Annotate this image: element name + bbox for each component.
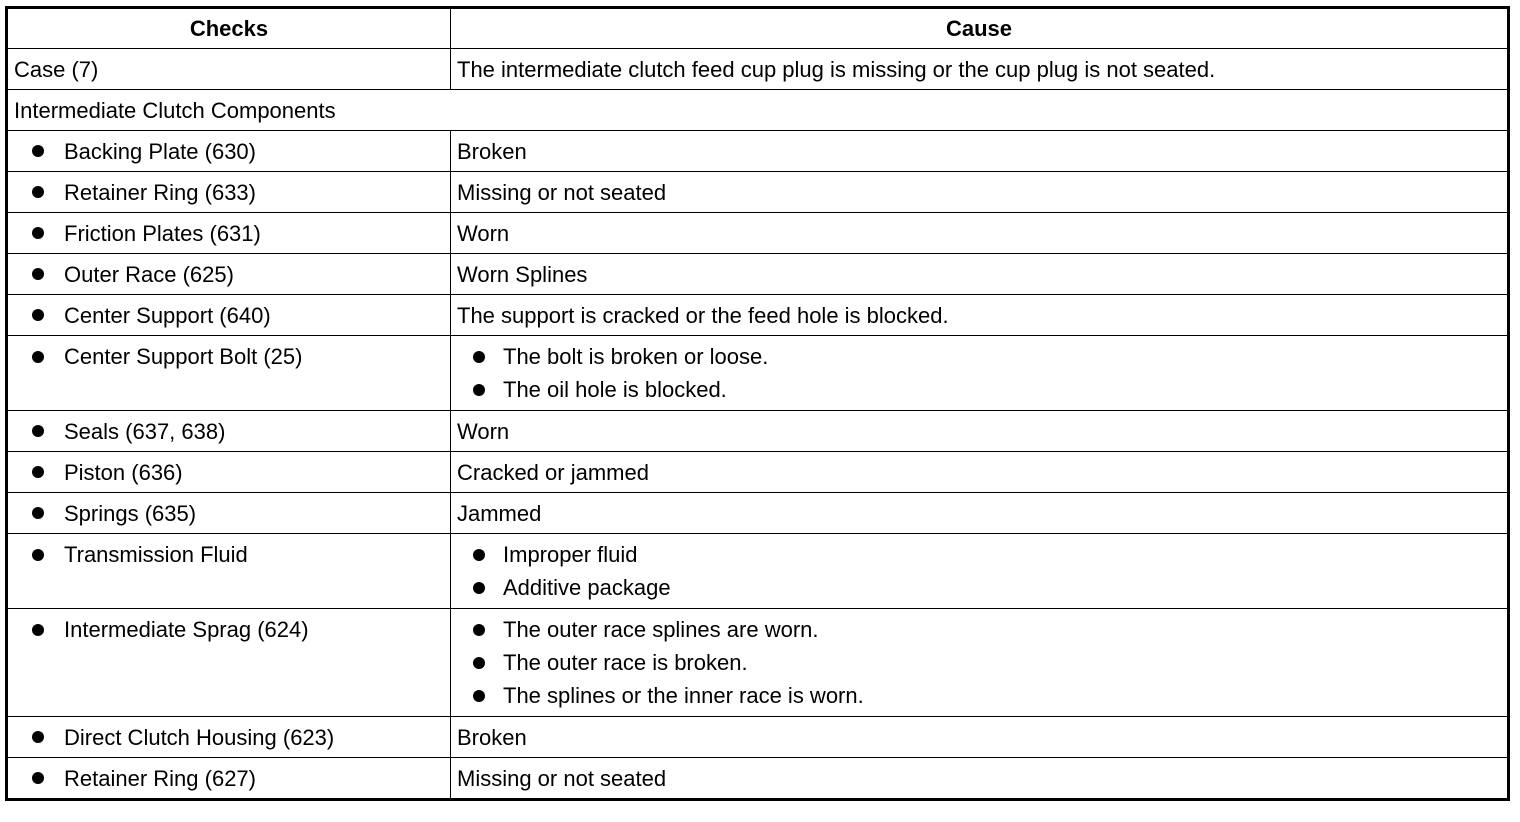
cause-list (457, 613, 1501, 712)
cause-cell: Broken (451, 717, 1509, 758)
table-row (7, 336, 1509, 411)
section-row (7, 90, 1509, 131)
bullet-icon (32, 624, 44, 636)
cause-text: The splines or the inner race is worn. (503, 683, 864, 708)
check-label: Center Support Bolt (25) (64, 344, 303, 369)
cause-cell: Cracked or jammed (451, 452, 1509, 493)
bullet-icon (473, 690, 485, 702)
check-cell (7, 131, 451, 172)
list-item (457, 571, 1501, 604)
cause-cell (451, 609, 1509, 717)
cause-text: Improper fluid (503, 542, 638, 567)
bullet-icon (32, 772, 44, 784)
bullet-icon (32, 507, 44, 519)
cause-text: The outer race splines are worn. (503, 617, 819, 642)
list-item (457, 373, 1501, 406)
check-cell (7, 295, 451, 336)
cause-text: The oil hole is blocked. (503, 377, 727, 402)
bullet-icon (473, 582, 485, 594)
check-label: Direct Clutch Housing (623) (64, 724, 335, 750)
table-row (7, 254, 1509, 295)
bullet-icon (32, 227, 44, 239)
diagnostic-table (5, 6, 1510, 801)
bullet-icon (32, 145, 44, 157)
section-title: Intermediate Clutch Components (7, 90, 1509, 131)
bullet-icon (32, 309, 44, 321)
bullet-icon (473, 384, 485, 396)
bullet-icon (32, 731, 44, 743)
check-label: Backing Plate (630) (64, 138, 256, 164)
table-row (7, 493, 1509, 534)
check-label: Piston (636) (64, 459, 183, 485)
cause-cell: Worn Splines (451, 254, 1509, 295)
cause-cell: The support is cracked or the feed hole is blocked. (451, 295, 1509, 336)
header-checks: Checks (7, 8, 451, 49)
check-cell (7, 609, 451, 717)
bullet-icon (32, 425, 44, 437)
check-cell (7, 254, 451, 295)
check-label: Outer Race (625) (64, 261, 234, 287)
table-row (7, 717, 1509, 758)
header-row (7, 8, 1509, 49)
check-cell (7, 758, 451, 800)
check-label: Intermediate Sprag (624) (64, 617, 309, 642)
table-row (7, 172, 1509, 213)
table-row (7, 758, 1509, 800)
cause-text: Additive package (503, 575, 671, 600)
cause-cell: Worn (451, 411, 1509, 452)
check-cell (7, 717, 451, 758)
list-item (457, 340, 1501, 373)
case-check: Case (7) (7, 49, 451, 90)
cause-cell (451, 336, 1509, 411)
check-cell (7, 336, 451, 411)
list-item (457, 646, 1501, 679)
check-label: Friction Plates (631) (64, 220, 261, 246)
table-row (7, 452, 1509, 493)
check-label: Transmission Fluid (64, 542, 248, 567)
check-cell (7, 493, 451, 534)
list-item (457, 538, 1501, 571)
cause-list (457, 538, 1501, 604)
cause-cell: Jammed (451, 493, 1509, 534)
table-row (7, 609, 1509, 717)
list-item (457, 679, 1501, 712)
check-cell (7, 534, 451, 609)
cause-list (457, 340, 1501, 406)
bullet-icon (473, 351, 485, 363)
bullet-icon (32, 186, 44, 198)
cause-cell: Broken (451, 131, 1509, 172)
check-cell (7, 452, 451, 493)
table-row (7, 534, 1509, 609)
cause-cell: Missing or not seated (451, 172, 1509, 213)
case-row (7, 49, 1509, 90)
bullet-icon (32, 351, 44, 363)
table-row (7, 131, 1509, 172)
case-cause: The intermediate clutch feed cup plug is missing or the cup plug is not seated. (451, 49, 1509, 90)
header-cause: Cause (451, 8, 1509, 49)
bullet-icon (32, 268, 44, 280)
list-item (457, 613, 1501, 646)
check-label: Retainer Ring (627) (64, 765, 256, 791)
cause-cell (451, 534, 1509, 609)
table-row (7, 411, 1509, 452)
cause-cell: Worn (451, 213, 1509, 254)
bullet-icon (473, 624, 485, 636)
check-cell (7, 213, 451, 254)
check-label: Springs (635) (64, 500, 197, 526)
bullet-icon (32, 549, 44, 561)
cause-text: The outer race is broken. (503, 650, 748, 675)
cause-text: The bolt is broken or loose. (503, 344, 769, 369)
check-label: Center Support (640) (64, 302, 271, 328)
check-cell (7, 172, 451, 213)
bullet-icon (473, 657, 485, 669)
table-row (7, 213, 1509, 254)
check-cell (7, 411, 451, 452)
bullet-icon (473, 549, 485, 561)
bullet-icon (32, 466, 44, 478)
table-row (7, 295, 1509, 336)
check-label: Seals (637, 638) (64, 418, 226, 444)
check-label: Retainer Ring (633) (64, 179, 256, 205)
cause-cell: Missing or not seated (451, 758, 1509, 800)
